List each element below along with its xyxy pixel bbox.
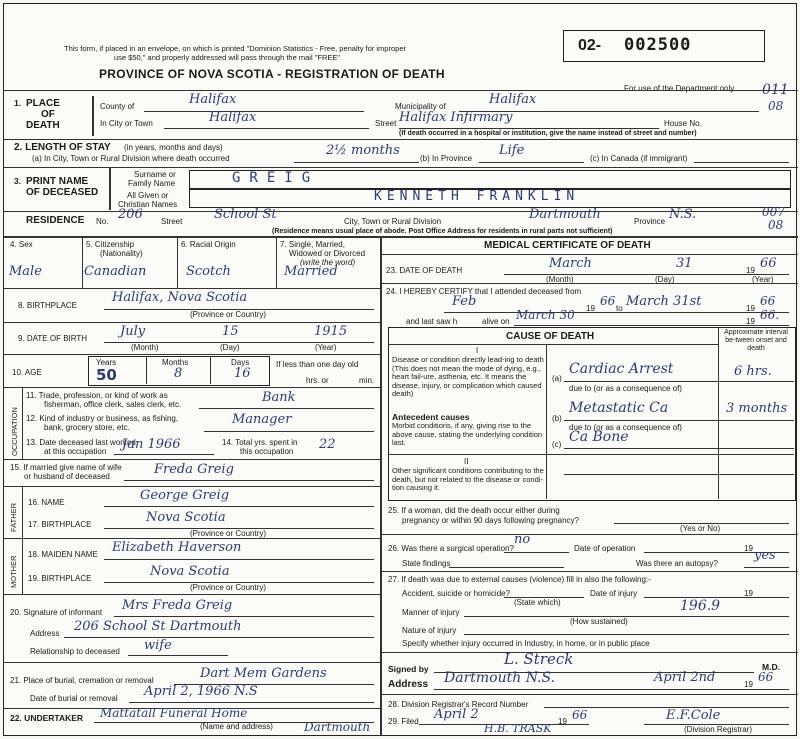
dept-use-label: For use of the Department only [624, 84, 735, 93]
stay-label: 2. LENGTH OF STAY [14, 142, 111, 153]
name-label: PRINT NAME [26, 176, 89, 187]
street-value: Halifax Infirmary [399, 110, 513, 125]
margin-code-3: 007 [762, 205, 785, 219]
informant-sig-value: Mrs Freda Greig [122, 598, 233, 613]
residence-province-value: N.S. [669, 207, 697, 222]
attended-from-prefix: 19 [586, 304, 595, 313]
age-days-value: 16 [234, 366, 251, 381]
house-no-label: House No. [664, 119, 702, 128]
op-date-label: Date of operation [574, 544, 636, 553]
citizenship-label: 5. Citizenship [86, 240, 135, 249]
age-days-label: Days [231, 358, 250, 367]
section-2-label: II [464, 457, 469, 466]
stay-province-label: (b) In Province [420, 154, 473, 163]
residence-note: (Residence means usual place of abode. Post Office Address for residents in rural parts not sufficient) [272, 228, 613, 235]
registrar-signature: E.F.Cole [666, 708, 721, 723]
dob-year-sub: (Year) [315, 343, 337, 352]
q28-label: 28. Division Registrar's Record Number [388, 700, 529, 709]
medical-title: MEDICAL CERTIFICATE OF DEATH [484, 240, 651, 251]
death-month: March [549, 256, 592, 271]
racial-label: 6. Racial Origin [181, 240, 236, 249]
direct-cause-label: Disease or condition directly lead-ing to death (This does not mean the mode of dying, e.g., heart fail-ure, asthenia, etc. It means the disease, injury, or complication which caused death) [392, 355, 544, 398]
surname-label: Surname or [134, 170, 176, 179]
registrar-label: (Division Registrar) [684, 725, 753, 734]
municipality-value: Halifax [489, 92, 537, 107]
last-worked-label: 13. Date deceased last worked [26, 438, 136, 447]
q25-label: 25. If a woman, did the death occur either during [388, 506, 560, 515]
residence-city-label: City, Town or Rural Division [344, 217, 442, 226]
age-years-label: Years [96, 358, 117, 367]
last-saw-label: and last saw h [406, 317, 458, 326]
father-side-label: FATHER [9, 502, 18, 532]
cause-c-prefix: (c) [552, 440, 562, 449]
informant-address-value: 206 School St Dartmouth [74, 619, 242, 634]
sign-year-prefix: 19 [744, 680, 753, 689]
residence-street-label: Street [161, 217, 183, 226]
cause-a-value: Cardiac Arrest [569, 361, 674, 377]
municipality-label: Municipality of [395, 102, 446, 111]
undertaker-value-2: Dartmouth [304, 720, 371, 734]
state-which: (State which) [514, 598, 561, 607]
dob-month-sub: (Month) [131, 343, 159, 352]
father-name-label: 16. NAME [28, 498, 65, 507]
other-conditions-label: Other significant conditions contributing to the death, but not related to the disease or condi-tion causing it. [392, 466, 544, 492]
undertaker-label: 22. UNDERTAKER [10, 713, 84, 723]
informant-address-label: Address [30, 629, 60, 638]
street-label: Street [375, 119, 397, 128]
mother-birthplace-value: Nova Scotia [150, 564, 230, 579]
undertaker-value: Mattatall Funeral Home [100, 706, 248, 720]
father-birthplace-label: 17. BIRTHPLACE [28, 520, 92, 529]
residence-label: RESIDENCE [26, 215, 85, 226]
death-year-prefix: 19 [746, 266, 755, 275]
age-hrs: hrs. or [306, 376, 329, 385]
q26-value: no [514, 532, 531, 547]
marital-label-2: Widowed or Divorced [289, 249, 366, 258]
margin-code-1: 011 [762, 82, 789, 98]
dob-day-sub: (Day) [220, 343, 240, 352]
racial-value: Scotch [186, 264, 231, 279]
address-label: Address [388, 679, 429, 690]
county-label: County of [100, 102, 135, 111]
sign-year: 66 [758, 670, 774, 684]
attended-from: Feb [452, 294, 477, 309]
stay-sublabel: (in years, months and days) [124, 143, 223, 152]
injury-year-prefix: 19 [744, 589, 753, 598]
age-less-label: If less than one day old [276, 360, 359, 369]
dob-year: 1915 [314, 324, 348, 339]
age-label: 10. AGE [12, 368, 42, 377]
manner-label: Manner of injury [402, 608, 460, 617]
q29-label: 29. Filed [388, 717, 419, 726]
interval-label: Approximate interval be-tween onset and death [724, 329, 788, 352]
mother-name-value: Elizabeth Haverson [112, 540, 242, 555]
residence-city-value: Dartmouth [529, 207, 601, 222]
wife-label: 15. If married give name of wife [10, 463, 122, 472]
death-day-sub: (Day) [655, 275, 675, 284]
q25-yes-no: (Yes or No) [680, 524, 721, 533]
industry-label: 12. Kind of industry or business, as fishing, [26, 414, 179, 423]
undertaker-sub: (Name and address) [200, 722, 273, 731]
op-year-prefix: 19 [744, 544, 753, 553]
place-note: (If death occurred in a hospital or institution, give the name instead of street and number) [399, 130, 697, 137]
trade-label-2: fisherman, office clerk, sales clerk, etc. [44, 400, 182, 409]
total-years-label-2: this occupation [240, 447, 294, 456]
filed-year: 66 [572, 708, 588, 722]
death-year-sub: (Year) [752, 275, 774, 284]
q26-label: 26. Was there a surgical operation? [388, 544, 514, 553]
signed-label: Signed by [388, 664, 429, 674]
birthplace-sub: (Province or Country) [190, 310, 267, 319]
how-sustained: (How sustained) [570, 617, 628, 626]
marital-label-3: (write the word) [300, 258, 356, 267]
marital-value: Married [284, 264, 338, 279]
surname-label-2: Family Name [128, 179, 176, 188]
father-name-value: George Greig [140, 488, 230, 503]
antecedent-desc: Morbid conditions, if any, giving rise to the above cause, stating the underlying condition last. [392, 421, 543, 447]
registration-prefix: 02- [578, 37, 602, 54]
wife-label-2: or husband of deceased [24, 472, 110, 481]
residence-province-label: Province [634, 217, 666, 226]
interval-b-value: 3 months [726, 401, 788, 416]
citizenship-value: Canadian [84, 264, 147, 279]
birthplace-value: Halifax, Nova Scotia [112, 290, 248, 305]
trade-label: 11. Trade, profession, or kind of work as [26, 391, 168, 400]
to-label: to [616, 304, 623, 313]
filed-year-prefix: 19 [558, 717, 567, 726]
residence-no-value: 206 [118, 207, 143, 222]
attended-to: March 31st [626, 294, 702, 309]
form-title: PROVINCE OF NOVA SCOTIA - REGISTRATION OF DEATH [99, 67, 445, 81]
registration-number-box [563, 30, 765, 62]
margin-code-4: 08 [768, 218, 784, 232]
signed-value: L. Streck [504, 650, 574, 668]
section-1-label: I [476, 346, 479, 355]
accident-label: Accident, suicide or homicide? [402, 589, 511, 598]
alive-label: alive on [482, 317, 510, 326]
stay-city-label: (a) In City, Town or Rural Division where death occurred [32, 154, 230, 163]
nature-label: Nature of injury [402, 626, 457, 635]
death-month-sub: (Month) [546, 275, 574, 284]
last-worked-value: Jan 1966 [122, 437, 181, 452]
citizenship-sub: (Nationality) [100, 249, 143, 258]
stay-province-value: Life [499, 143, 525, 158]
burial-place-label: 21. Place of burial, cremation or removal [10, 676, 154, 685]
place-label-death: DEATH [26, 120, 60, 131]
death-registration-form [3, 3, 797, 736]
state-findings-label: State findings [402, 559, 451, 568]
q25-label-2: pregnancy or within 90 days following pregnancy? [402, 516, 579, 525]
filed-value: April 2 [434, 707, 479, 722]
industry-label-2: bank, grocery store, etc. [44, 423, 130, 432]
dob-label: 9. DATE OF BIRTH [18, 334, 88, 343]
given-value: KENNETH FRANKLIN [374, 189, 580, 204]
md-label: M.D. [762, 662, 780, 672]
name-num: 3. [14, 176, 22, 186]
industry-value: Manager [232, 412, 292, 427]
death-day: 31 [676, 256, 693, 271]
due-to-b: due to (or as a consequence of) [569, 423, 682, 432]
relationship-label: Relationship to deceased [30, 647, 120, 656]
wife-value: Freda Greig [154, 462, 234, 477]
age-months-label: Months [162, 358, 189, 367]
county-value: Halifax [189, 92, 237, 107]
age-years-value: 50 [96, 366, 117, 384]
total-years-label: 14. Total yrs. spent in [222, 438, 298, 447]
trade-value: Bank [262, 390, 296, 405]
specify-label: Specify whether injury occurred in Industry, in home, or in public place [402, 639, 650, 648]
informant-sig-label: 20. Signature of informant [10, 608, 103, 617]
last-saw-prefix: 19 [746, 317, 755, 326]
attended-to-year: 66 [760, 294, 776, 308]
antecedent-label: Antecedent causes [392, 412, 470, 422]
mail-notice-line1: This form, if placed in an envelope, on which is printed "Dominion Statistics - Free, penalty for improper [64, 44, 406, 53]
occupation-side-label: OCCUPATION [10, 407, 19, 456]
burial-date-label: Date of burial or removal [30, 694, 118, 703]
autopsy-label: Was there an autopsy? [636, 559, 718, 568]
mother-side-label: MOTHER [9, 555, 18, 588]
burial-place-value: Dart Mem Gardens [200, 666, 327, 681]
marital-label: 7. Single, Married, [280, 240, 345, 249]
residence-street-value: School St [214, 207, 277, 222]
mother-birthplace-label: 19. BIRTHPLACE [28, 574, 92, 583]
interval-a-value: 6 hrs. [734, 364, 772, 379]
last-saw-value: March 30 [516, 308, 575, 322]
given-label-2: Christian Names [118, 200, 178, 209]
certify-label: 24. I HEREBY CERTIFY that I attended deceased from [386, 287, 582, 296]
injury-date-label: Date of injury [590, 589, 638, 598]
manner-value: 196.9 [680, 598, 721, 614]
burial-date-value: April 2, 1966 N.S [144, 684, 258, 699]
address-value: Dartmouth N.S. [444, 670, 556, 686]
cause-b-prefix: (b) [552, 414, 562, 423]
name-label-2: OF DECEASED [26, 187, 99, 198]
dob-day: 15 [222, 324, 239, 339]
given-label: All Given or [127, 191, 169, 200]
cause-title: CAUSE OF DEATH [506, 331, 595, 342]
attended-from-year: 66 [600, 294, 616, 308]
date-death-label: 23. DATE OF DEATH [386, 266, 463, 275]
dob-month: July [120, 324, 146, 339]
trask-note: H.B. TRASK [484, 722, 552, 735]
registration-number: 002500 [624, 35, 692, 55]
stay-canada-label: (c) In Canada (if immigrant) [590, 154, 688, 163]
due-to-a: due to (or as a consequence of) [569, 384, 682, 393]
cause-b-value: Metastatic Ca [569, 400, 669, 416]
father-birthplace-sub: (Province or Country) [190, 529, 267, 538]
residence-no-label: No. [96, 217, 109, 226]
attended-to-prefix: 19 [746, 304, 755, 313]
place-num: 1. [14, 98, 22, 108]
surname-value: GREIG [232, 170, 320, 186]
last-worked-label-2: at this occupation [44, 447, 107, 456]
city-town-value: Halifax [209, 110, 257, 125]
mother-birthplace-sub: (Province or Country) [190, 583, 267, 592]
sex-label: 4. Sex [10, 240, 33, 249]
cause-a-prefix: (a) [552, 374, 562, 383]
place-label: PLACE [26, 98, 60, 109]
margin-code-2: 08 [768, 99, 784, 113]
mother-name-label: 18. MAIDEN NAME [28, 550, 98, 559]
cause-c-value: Ca Bone [569, 429, 629, 445]
age-months-value: 8 [174, 366, 183, 381]
mail-notice-line2: use $50," and properly addressed will pass through the mail "FREE" [114, 53, 341, 62]
age-min: min. [359, 376, 375, 385]
birthplace-label: 8. BIRTHPLACE [18, 301, 77, 310]
stay-city-value: 2½ months [326, 143, 400, 158]
death-year: 66 [760, 256, 777, 271]
city-town-label: In City or Town [100, 119, 153, 128]
sign-date: April 2nd [654, 670, 716, 685]
last-saw-year: 66. [760, 308, 780, 322]
total-years-value: 22 [319, 437, 336, 452]
father-birthplace-value: Nova Scotia [146, 510, 226, 525]
sex-value: Male [9, 264, 42, 279]
relationship-value: wife [144, 638, 172, 653]
q27-label: 27. If death was due to external causes (violence) fill in also the following:- [388, 575, 651, 584]
place-label-of: OF [41, 109, 55, 120]
autopsy-value: yes [754, 548, 776, 563]
